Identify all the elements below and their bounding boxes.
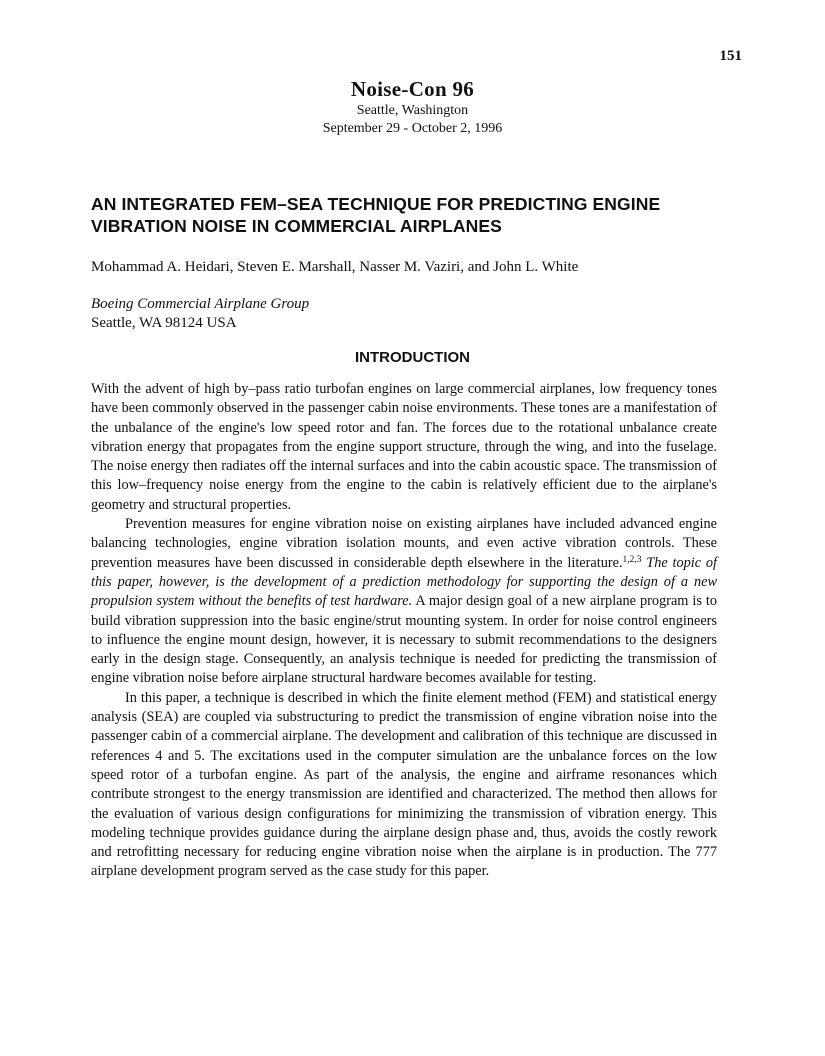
paragraph-2-italic-text: The topic of this paper, however, is the development of a prediction methodology for supporting the design of a new propulsion system without the benefits of test hardware. [91,554,717,610]
affiliation-organization: Boeing Commercial Airplane Group [91,296,310,312]
page-number: 151 [719,48,742,64]
author-list: Mohammad A. Heidari, Steven E. Marshall, Nasser M. Vaziri, and John L. White [91,259,579,275]
affiliation [91,295,491,333]
reference-superscript: 1,2,3 [622,554,642,565]
section-heading-introduction: INTRODUCTION [355,349,470,366]
affiliation-address: Seattle, WA 98124 USA [91,315,237,331]
paragraph-3: In this paper, a technique is described in which the finite element method (FEM) and statistical energy analysis (SEA) are coupled via substructuring to predict the transmission of engine vibration noise into the passenger cabin of a commercial airplane. The development and calibration of this technique are discussed in references 4 and 5. The excitations used in the computer simulation are the unbalance forces on the low speed rotor of a turbofan engine. As part of the analysis, the engine and airframe resonances which contribute strongest to the energy transmission are identified and characterized. The method then allows for the evaluation of various design configurations for minimizing the transmission of vibration energy. This modeling technique provides guidance during the airplane design phase and, thus, avoids the costly rework and retrofitting necessary for reducing engine vibration noise when the airplane is in production. The 777 airplane development program served as the case study for this paper. [91,689,717,880]
conference-name: Noise-Con 96 [350,77,475,101]
paragraph-2-text-b: A major design goal of a new airplane program is to build vibration suppression into the basic engine/strut mounting system. In order for noise control engineers to influence the engine mount design, however, it is necessary to submit recommendations to the designers early in the design stage. Consequently, an analysis technique is needed for predicting the transmission of engine vibration noise before airplane structural hardware becomes available for testing. [91,593,717,687]
paper-title-line-1: AN INTEGRATED FEM–SEA TECHNIQUE FOR PREDICTING ENGINE [91,194,661,214]
conference-dates: September 29 - October 2, 1996 [322,121,503,136]
conference-header [0,76,825,138]
paper-title [91,193,751,237]
paragraph-1: With the advent of high by–pass ratio turbofan engines on large commercial airplanes, low frequency tones have been commonly observed in the passenger cabin noise environments. These tones are a manifestation of the unbalance of the engine's low speed rotor and fan. The forces due to the rotational unbalance create vibration energy that propagates from the engine support structure, through the wing, and into the fuselage. The noise energy then radiates off the internal surfaces and into the cabin acoustic space. The transmission of this low–frequency noise energy from the engine to the cabin is relatively efficient due to the airplane's geometry and structural properties. [91,381,717,513]
body-text [91,380,717,882]
conference-location: Seattle, Washington [356,103,469,118]
paragraph-2 [91,515,717,689]
paragraph-2-text-a: Prevention measures for engine vibration noise on existing airplanes have included advanced engine balancing technologies, engine vibration isolation mounts, and even active vibration controls. These prevention measures have been discussed in considerable depth elsewhere in the literature. [91,516,717,571]
paper-title-line-2: VIBRATION NOISE IN COMMERCIAL AIRPLANES [91,216,502,236]
